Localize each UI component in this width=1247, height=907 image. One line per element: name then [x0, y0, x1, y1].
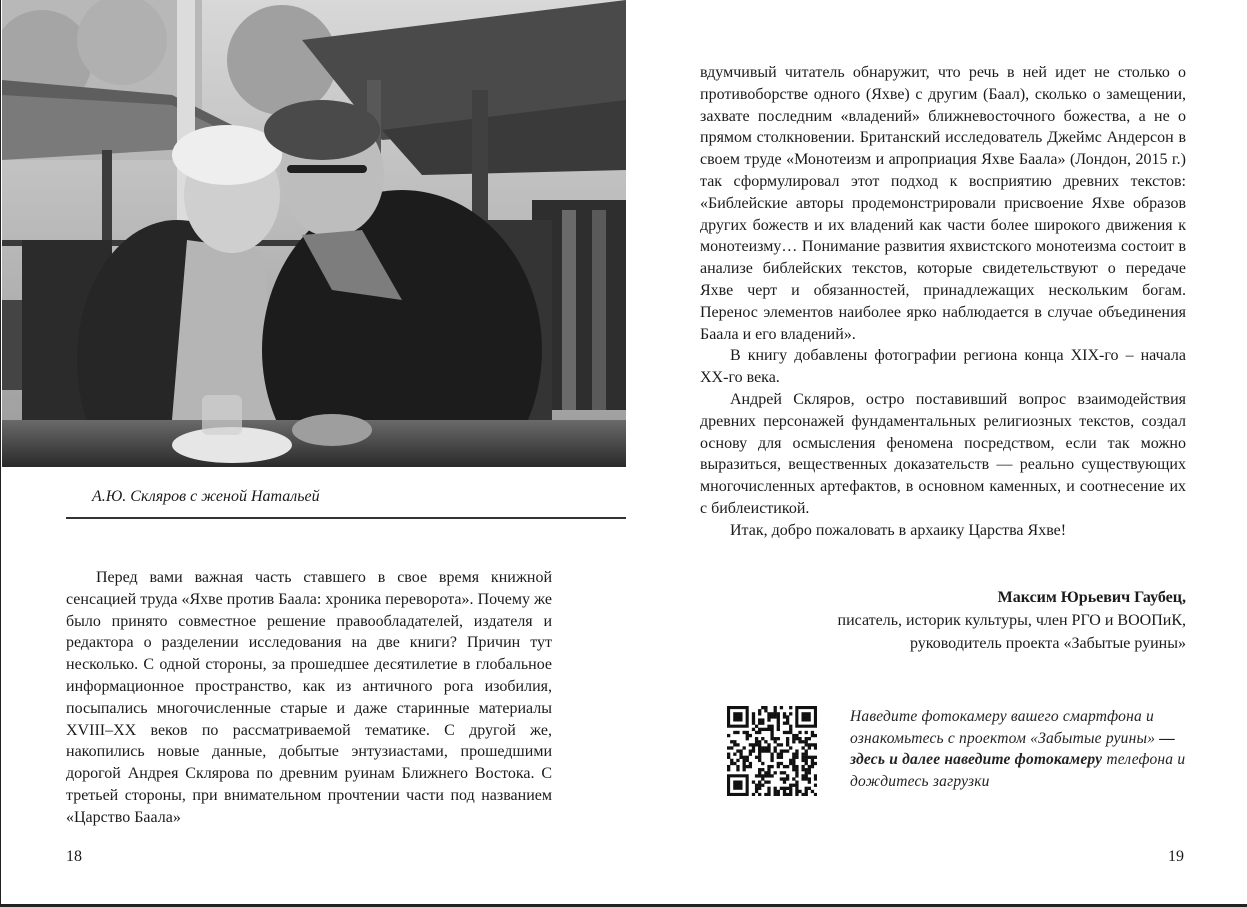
paragraph: Перед вами важная часть ставшего в свое время книжной сенсацией труда «Яхве против Баала: хроника переворота». Почему же было принято совместное решение правообладателей, издателя и редактора о разделении исследования на две книги? Причин тут несколько. С одной стороны, за прошедшее десятилетие в глобальное информационное пространство, как из античного рога изобилия, посыпались многочисленные старые и даже старинные материалы XVIII–XX веков по рассматриваемой тематике. С другой же, накопились новые данные, добытые энтузиастами, прошедшими дорогой Андрея Склярова по древним руинам Ближнего Востока. С третьей стороны, при внимательном прочтении части под названием «Царство Баала» [66, 569, 552, 826]
page-number-left: 18 [66, 848, 82, 865]
paragraph: вдумчивый читатель обнаружит, что речь в ней идет не столько о противоборстве одного (Яхве) с другим (Баал), сколько о замещении, захвате последним «владений» ближневосточного божества, а не о прямом столкновении. Британский исследователь Джеймс Андерсон в своем труде «Монотеизм и апроприация Яхве Баала» (Лондон, 2015 г.) так сформулировал этот подход к восприятию древних текстов: «Библейские авторы продемонстрировали присвоение Яхве образов других божеств и их владений как части более широкого движения к монотеизму… Понимание развития яхвистского монотеизма состоит в анализе библейских текстов, которые свидетельствуют о передаче Яхве черт и обязанностей, принадлежащих нескольким богам. Перенос элементов наиболее ярко наблюдается в случае объединения Баала и его владений». [700, 64, 1186, 343]
qr-note-part2: — здесь и далее наведите фотокамеру [850, 729, 1175, 768]
qr-code-icon[interactable] [727, 706, 817, 796]
qr-note-part3: телефона и дождитесь загрузки [850, 751, 1186, 790]
signature-title: писатель, историк культуры, член РГО и ВООПиК, [837, 612, 1186, 629]
page-number-right: 19 [1168, 848, 1184, 865]
signature-project: руководитель проекта «Забытые руины» [909, 635, 1186, 652]
author-signature [700, 586, 1186, 655]
signature-name: Максим Юрьевич Гаубец, [997, 589, 1186, 606]
left-page-text [66, 567, 552, 829]
couple-photo [2, 0, 626, 467]
paragraph: Итак, добро пожаловать в архаику Царства Яхве! [730, 521, 1067, 539]
qr-instructions [850, 706, 1190, 792]
right-page-text [700, 62, 1186, 542]
paragraph: В книгу добавлены фотографии региона конца XIX-го – начала XX-го века. [700, 347, 1186, 387]
caption-divider [66, 517, 626, 519]
page-frame-left [0, 0, 1, 904]
photo-caption: А.Ю. Скляров с женой Натальей [92, 488, 320, 505]
paragraph: Андрей Скляров, остро поставивший вопрос взаимодействия древних персонажей фундаментальных религиозных текстов, создал основу для осмысления феномена посредством, если так можно выразиться, вещественных доказательств — реально существующих многочисленных артефактов, в основном каменных, и соотнесение их с библеистикой. [700, 390, 1186, 517]
qr-note-part1: Наведите фотокамеру вашего смартфона и ознакомьтесь с проектом «Забытые руины» [850, 708, 1156, 747]
